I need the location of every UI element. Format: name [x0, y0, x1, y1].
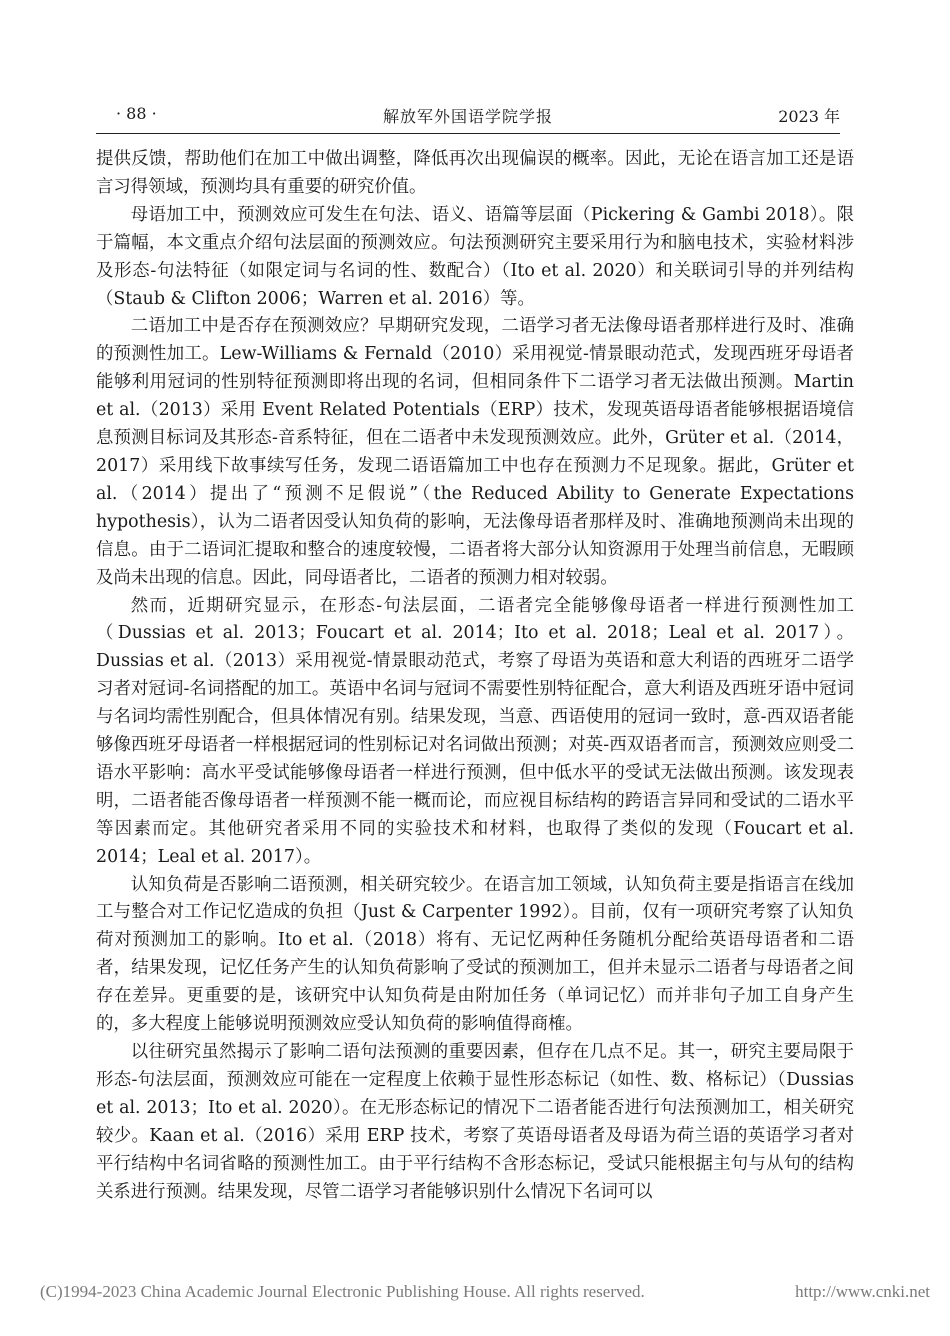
copyright-notice: (C)1994-2023 China Academic Journal Electronic Publishing House. All rights reserved. — [40, 1282, 645, 1301]
paragraph: 以往研究虽然揭示了影响二语句法预测的重要因素，但存在几点不足。其一，研究主要局限于形态-句法层面，预测效应可能在一定程度上依赖于显性形态标记（如性、数、格标记）（Dussias et al. 2013；Ito et al. 2020）。在无形态标记的情况下二语者能否进行句法预测加工，相关研究较少。Kaan et al.（2016）采用 ERP 技术，考察了英语母语者及母语为荷兰语的英语学习者对平行结构中名词省略的预测性加工。由于平行结构不含形态标记，受试只能根据主句与从句的结构关系进行预测。结果发现，尽管二语学习者能够识别什么情况下名词可以 — [96, 1042, 854, 1202]
header-rule — [96, 133, 840, 134]
paragraph: 母语加工中，预测效应可发生在句法、语义、语篇等层面（Pickering & Gambi 2018）。限于篇幅，本文重点介绍句法层面的预测效应。句法预测研究主要采用行为和脑电技术，实验材料涉及形态-句法特征（如限定词与名词的性、数配合）（Ito et al. 2020）和关联词引导的并列结构（Staub & Clifton 2006；Warren et al. 2016）等。 — [96, 204, 854, 309]
paragraph-continued: 提供反馈，帮助他们在加工中做出调整，降低再次出现偏误的概率。因此，无论在语言加工还是语言习得领域，预测均具有重要的研究价值。 — [96, 149, 854, 197]
paragraph: 认知负荷是否影响二语预测，相关研究较少。在语言加工领域，认知负荷主要是指语言在线加工与整合对工作记忆造成的负担（Just & Carpenter 1992）。目前，仅有一项研究考察了认知负荷对预测加工的影响。Ito et al.（2018）将有、无记忆两种任务随机分配给英语母语者和二语者，结果发现，记忆任务产生的认知负荷影响了受试的预测加工，但并未显示二语者与母语者之间存在差异。更重要的是，该研究中认知负荷是由附加任务（单词记忆）而并非句子加工自身产生的，多大程度上能够说明预测效应受认知负荷的影响值得商榷。 — [96, 874, 854, 1035]
paragraph: 二语加工中是否存在预测效应？早期研究发现，二语学习者无法像母语者那样进行及时、准确的预测性加工。Lew-Williams & Fernald（2010）采用视觉-情景眼动范式，发现西班牙母语者能够利用冠词的性别特征预测即将出现的名词，但相同条件下二语学习者无法做出预测。Martin et al.（2013）采用 Event Related Potentials（ERP）技术，发现英语母语者能够根据语境信息预测目标词及其形态-音系特征，但在二语者中未发现预测效应。此外，Grüter et al.（2014，2017）采用线下故事续写任务，发现二语语篇加工中也存在预测力不足现象。据此，Grüter et al.（2014）提出了“预测不足假说”（the Reduced Ability to Generate Expectations hypothesis），认为二语者因受认知负荷的影响，无法像母语者那样及时、准确地预测尚未出现的信息。由于二语词汇提取和整合的速度较慢，二语者将大部分认知资源用于处理当前信息，无暇顾及尚未出现的信息。因此，同母语者比，二语者的预测力相对较弱。 — [96, 316, 854, 588]
article-body — [96, 146, 854, 1206]
cnki-link[interactable]: http://www.cnki.net — [795, 1282, 930, 1301]
running-header — [96, 104, 840, 130]
paragraph: 然而，近期研究显示，在形态-句法层面，二语者完全能够像母语者一样进行预测性加工（Dussias et al. 2013；Foucart et al. 2014；Ito et al. 2018；Leal et al. 2017）。Dussias et al.（2013）采用视觉-情景眼动范式，考察了母语为英语和意大利语的西班牙二语学习者对冠词-名词搭配的加工。英语中名词与冠词不需要性别特征配合，意大利语及西班牙语中冠词与名词均需性别配合，但具体情况有别。结果发现，当意、西语使用的冠词一致时，意-西双语者能够像西班牙母语者一样根据冠词的性别标记对名词做出预测；对英-西双语者而言，预测效应则受二语水平影响：高水平受试能够像母语者一样进行预测，但中低水平的受试无法做出预测。该发现表明，二语者能否像母语者一样预测不能一概而论，而应视目标结构的跨语言异同和受试的二语水平等因素而定。其他研究者采用不同的实验技术和材料，也取得了类似的发现（Foucart et al. 2014；Leal et al. 2017）。 — [96, 595, 854, 867]
publication-year: 2023 年 — [778, 107, 840, 126]
page-number: · 88 · — [116, 104, 157, 123]
journal-title: 解放军外国语学院学报 — [382, 107, 553, 126]
